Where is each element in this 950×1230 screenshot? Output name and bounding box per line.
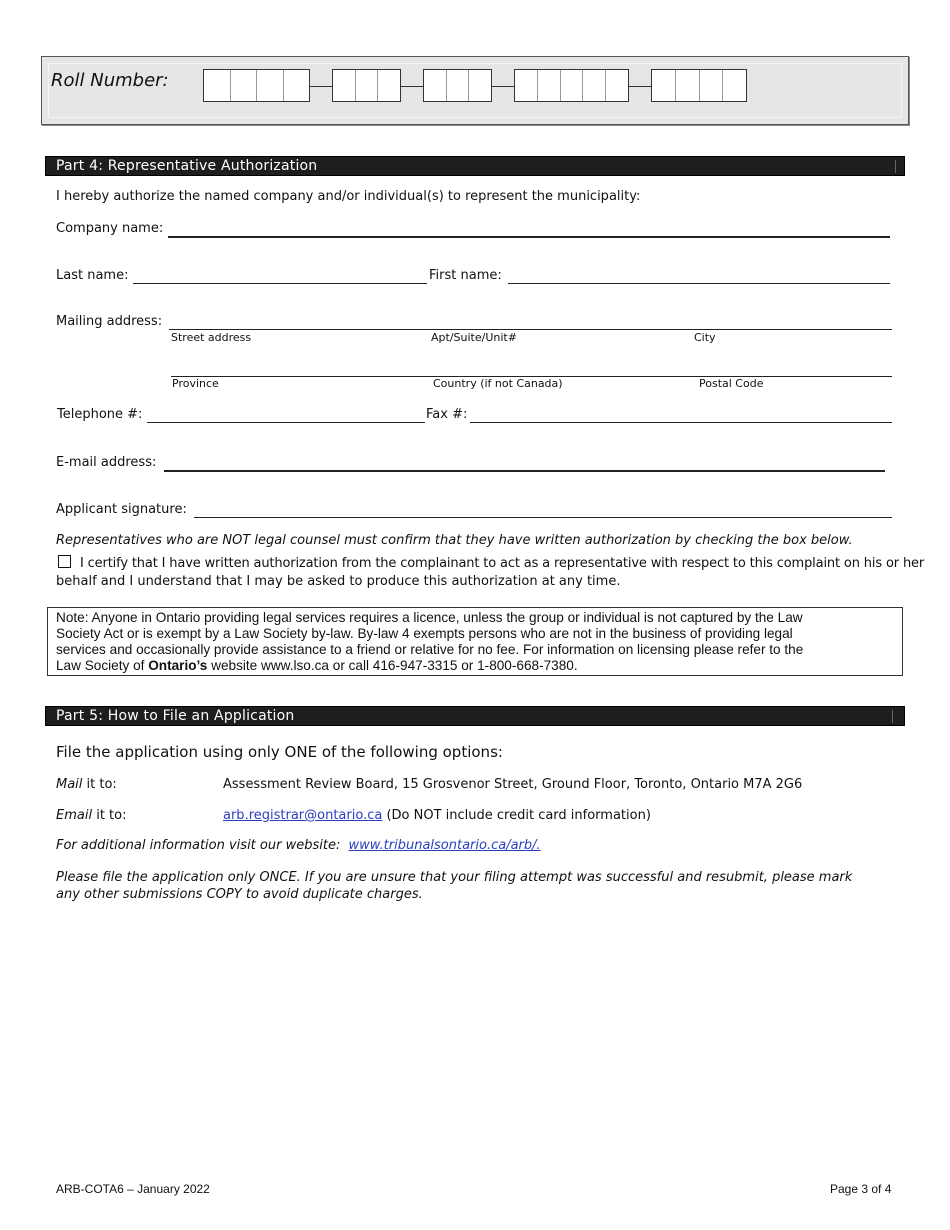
note-line: Note: Anyone in Ontario providing legal services requires a licence, unless the group or individual is not captured by the Law: [56, 610, 803, 625]
email-line: [223, 808, 651, 823]
fax-field[interactable]: [470, 422, 892, 423]
roll-number-field-group-4[interactable]: [514, 69, 629, 102]
note-text: Law Society of: [56, 658, 149, 673]
email-label-rest: it to:: [92, 808, 127, 823]
postal-code-caption: Postal Code: [699, 377, 764, 390]
certify-text-line-1: I certify that I have written authorization from the complainant to act as a representative with respect to this complaint on his or her: [80, 556, 925, 571]
roll-digit-box[interactable]: [583, 70, 606, 101]
mail-label-rest: it to:: [82, 777, 117, 792]
email-label-emphasis: Email: [56, 808, 93, 823]
applicant-signature-field[interactable]: [194, 517, 892, 518]
street-address-caption: Street address: [171, 331, 252, 344]
website-text: For additional information visit our website:: [56, 838, 341, 853]
roll-digit-box[interactable]: [447, 70, 470, 101]
part-5-header: [45, 706, 905, 726]
city-caption: City: [694, 331, 716, 344]
mail-label: [56, 777, 117, 792]
roll-number-field-group-5[interactable]: [651, 69, 747, 102]
telephone-label: Telephone #:: [57, 407, 143, 422]
roll-number-field-group-1[interactable]: [203, 69, 310, 102]
fax-label: Fax #:: [426, 407, 468, 422]
note-line: services and occasionally provide assistance to a friend or relative for no fee. For information on licensing please refer to the: [56, 642, 804, 657]
certify-checkbox[interactable]: [58, 555, 71, 568]
last-name-label: Last name:: [56, 268, 129, 283]
roll-digit-box[interactable]: [676, 70, 700, 101]
roll-separator: [310, 86, 332, 87]
representative-notice: Representatives who are NOT legal counsel must confirm that they have written authorization by checking the box below.: [56, 533, 853, 548]
email-label: [56, 808, 126, 823]
roll-digit-box[interactable]: [515, 70, 538, 101]
roll-digit-box[interactable]: [723, 70, 746, 101]
form-id-footer: ARB-COTA6 – January 2022: [56, 1182, 210, 1196]
email-address-field[interactable]: [164, 470, 885, 472]
roll-number-field-group-2[interactable]: [332, 69, 401, 102]
page-number-footer: Page 3 of 4: [830, 1182, 892, 1196]
note-bold-text: Ontario’s: [148, 658, 208, 673]
mail-address: Assessment Review Board, 15 Grosvenor Street, Ground Floor, Toronto, Ontario M7A 2G6: [223, 777, 803, 792]
legal-services-note: [47, 607, 903, 676]
roll-digit-box[interactable]: [561, 70, 584, 101]
roll-separator: [492, 86, 514, 87]
apt-suite-unit-caption: Apt/Suite/Unit#: [431, 331, 517, 344]
roll-digit-box[interactable]: [538, 70, 561, 101]
file-once-line-1: Please file the application only ONCE. If you are unsure that your filing attempt was successful and resubmit, please mark: [56, 870, 853, 885]
last-name-field[interactable]: [133, 283, 427, 284]
website-line: [56, 838, 541, 853]
roll-digit-box[interactable]: [333, 70, 356, 101]
company-name-label: Company name:: [56, 221, 164, 236]
roll-digit-box[interactable]: [204, 70, 231, 101]
roll-digit-box[interactable]: [700, 70, 724, 101]
roll-digit-box[interactable]: [378, 70, 400, 101]
mail-label-emphasis: Mail: [56, 777, 83, 792]
roll-digit-box[interactable]: [231, 70, 258, 101]
mailing-address-line-1[interactable]: [169, 329, 892, 330]
roll-separator: [629, 86, 651, 87]
roll-digit-box[interactable]: [284, 70, 310, 101]
roll-digit-box[interactable]: [424, 70, 447, 101]
email-address-label: E-mail address:: [56, 455, 157, 470]
roll-digit-box[interactable]: [606, 70, 628, 101]
note-line: [56, 658, 892, 674]
roll-digit-box[interactable]: [356, 70, 379, 101]
note-line: Society Act or is exempt by a Law Society by-law. By-law 4 exempts persons who are not in the business of providing legal: [56, 626, 793, 641]
mailing-address-label: Mailing address:: [56, 314, 163, 329]
header-notch: [895, 160, 896, 173]
roll-digit-box[interactable]: [257, 70, 284, 101]
applicant-signature-label: Applicant signature:: [56, 502, 187, 517]
website-link[interactable]: www.tribunalsontario.ca/arb/.: [348, 838, 541, 853]
email-address-link[interactable]: arb.registrar@ontario.ca: [223, 808, 383, 823]
roll-digit-box[interactable]: [652, 70, 676, 101]
header-notch: [892, 710, 893, 723]
part-5-title: Part 5: How to File an Application: [56, 708, 295, 724]
company-name-field[interactable]: [168, 236, 890, 238]
email-note: (Do NOT include credit card information): [382, 808, 651, 823]
roll-number-field-group-3[interactable]: [423, 69, 492, 102]
roll-separator: [401, 86, 423, 87]
first-name-field[interactable]: [508, 283, 890, 284]
roll-number-label: Roll Number:: [51, 70, 169, 91]
part-4-header: [45, 156, 905, 176]
file-options-intro: File the application using only ONE of the following options:: [56, 743, 503, 761]
country-caption: Country (if not Canada): [433, 377, 563, 390]
first-name-label: First name:: [429, 268, 502, 283]
file-once-line-2: any other submissions COPY to avoid duplicate charges.: [56, 887, 423, 902]
note-text: website www.lso.ca or call 416-947-3315 or 1-800-668-7380.: [207, 658, 578, 673]
roll-digit-box[interactable]: [469, 70, 491, 101]
authorization-intro: I hereby authorize the named company and/or individual(s) to represent the municipality:: [56, 189, 641, 204]
certify-text-line-2: behalf and I understand that I may be asked to produce this authorization at any time.: [56, 574, 621, 589]
province-caption: Province: [172, 377, 219, 390]
part-4-title: Part 4: Representative Authorization: [56, 158, 318, 174]
telephone-field[interactable]: [147, 422, 425, 423]
